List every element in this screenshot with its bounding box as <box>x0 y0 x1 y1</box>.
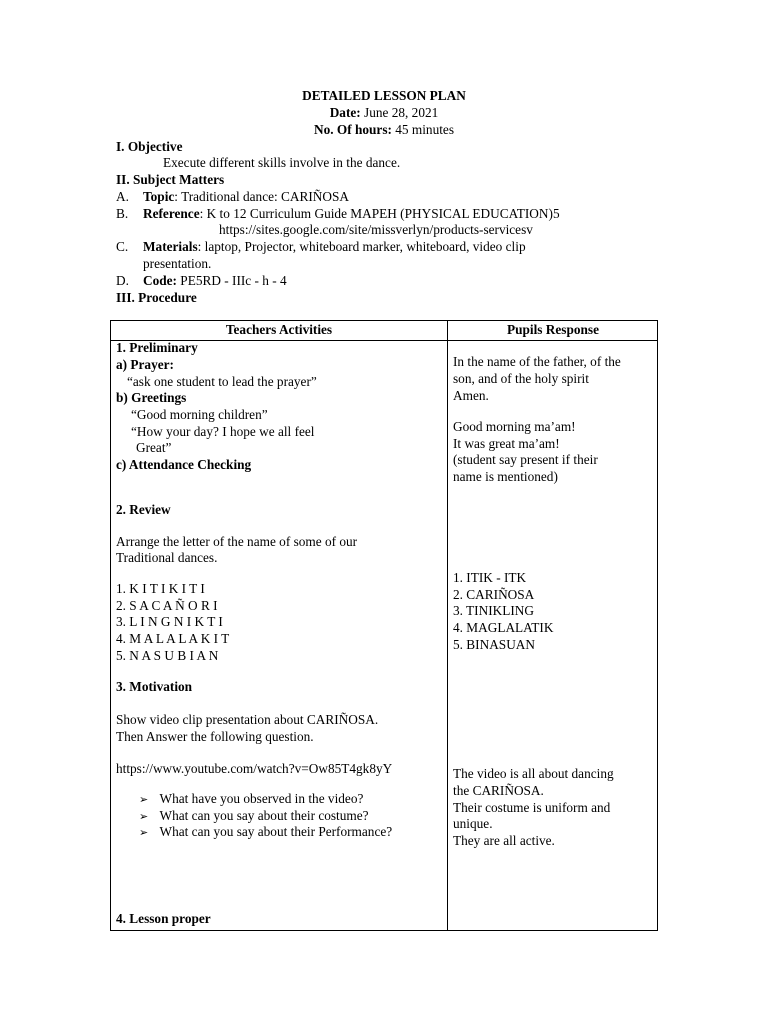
list-item: 5. N A S U B I A N <box>116 648 219 663</box>
list-item: 3. TINIKLING <box>453 603 534 618</box>
list-item: 1. ITIK - ITK <box>453 570 527 585</box>
list-item: 2. CARIÑOSA <box>453 587 535 602</box>
list-item: 4. MAGLALATIK <box>453 620 554 635</box>
date-line: Date: June 28, 2021 <box>329 105 439 120</box>
list-item: 3. L I N G N I K T I <box>116 614 223 629</box>
arrow-bullet-icon: ➢ <box>139 827 149 839</box>
procedure-table: Teachers Activities Pupils Response 1. Preliminary a) Prayer: “ask one student to lead the prayer” b) Greetings “Good morning children” “How your day? I hope we all feel Great” c) Attendance Checking 2. Review Arrange the letter of the name of some of our Traditional dances. 1. K I T I K I T I 2. S A C A Ñ O R I 3. L I N G N I K T I 4. M A L A L A K I T 5. N A S U B I A N 3. Motivation Show video clip presentation about CARIÑOSA. Then Answer the following question. https://www.youtube.com/watch?v=Ow85T4gk8yY ➢ What have you observed in the video? ➢ What can you say about their costume? ➢ What can you say about their Performance? 4. Lesson proper In the name of the father, of the son, and of the holy spirit Amen. Good morning ma’am! It was great ma’am! (student say present if their name is mentioned) 1. ITIK - ITK 2. CARIÑOSA 3. TINIKLING 4. MAGLALATIK 5. BINASUAN The video is all about dancing the CARIÑOSA. Their costume is uniform and unique. They are all active. <box>110 320 658 931</box>
procedure-heading: III. Procedure <box>116 290 197 305</box>
list-item: 5. BINASUAN <box>453 637 536 652</box>
lesson-proper-heading: 4. Lesson proper <box>116 911 211 926</box>
list-item: 1. K I T I K I T I <box>116 581 205 596</box>
question-item: ➢ What have you observed in the video? <box>139 791 364 806</box>
question-item: ➢ What can you say about their Performance? <box>139 824 393 839</box>
arrow-bullet-icon: ➢ <box>139 811 149 823</box>
header-teachers-activities: Teachers Activities <box>225 322 333 337</box>
hours-line: No. Of hours: 45 minutes <box>314 122 454 137</box>
arrow-bullet-icon: ➢ <box>139 794 149 806</box>
subject-matters-heading: II. Subject Matters <box>116 172 225 187</box>
motivation-heading: 3. Motivation <box>116 679 193 694</box>
objective-text: Execute different skills involve in the dance. <box>163 155 401 170</box>
video-url: https://www.youtube.com/watch?v=Ow85T4gk8yY <box>116 761 393 776</box>
reference-url: https://sites.google.com/site/missverlyn/products-servicesv <box>219 222 533 237</box>
list-item: 2. S A C A Ñ O R I <box>116 598 218 613</box>
objective-heading: I. Objective <box>116 139 183 154</box>
review-heading: 2. Review <box>116 502 171 517</box>
question-item: ➢ What can you say about their costume? <box>139 808 369 823</box>
header-pupils-response: Pupils Response <box>507 322 599 337</box>
document-title: DETAILED LESSON PLAN <box>302 88 466 103</box>
list-item: 4. M A L A L A K I T <box>116 631 230 646</box>
